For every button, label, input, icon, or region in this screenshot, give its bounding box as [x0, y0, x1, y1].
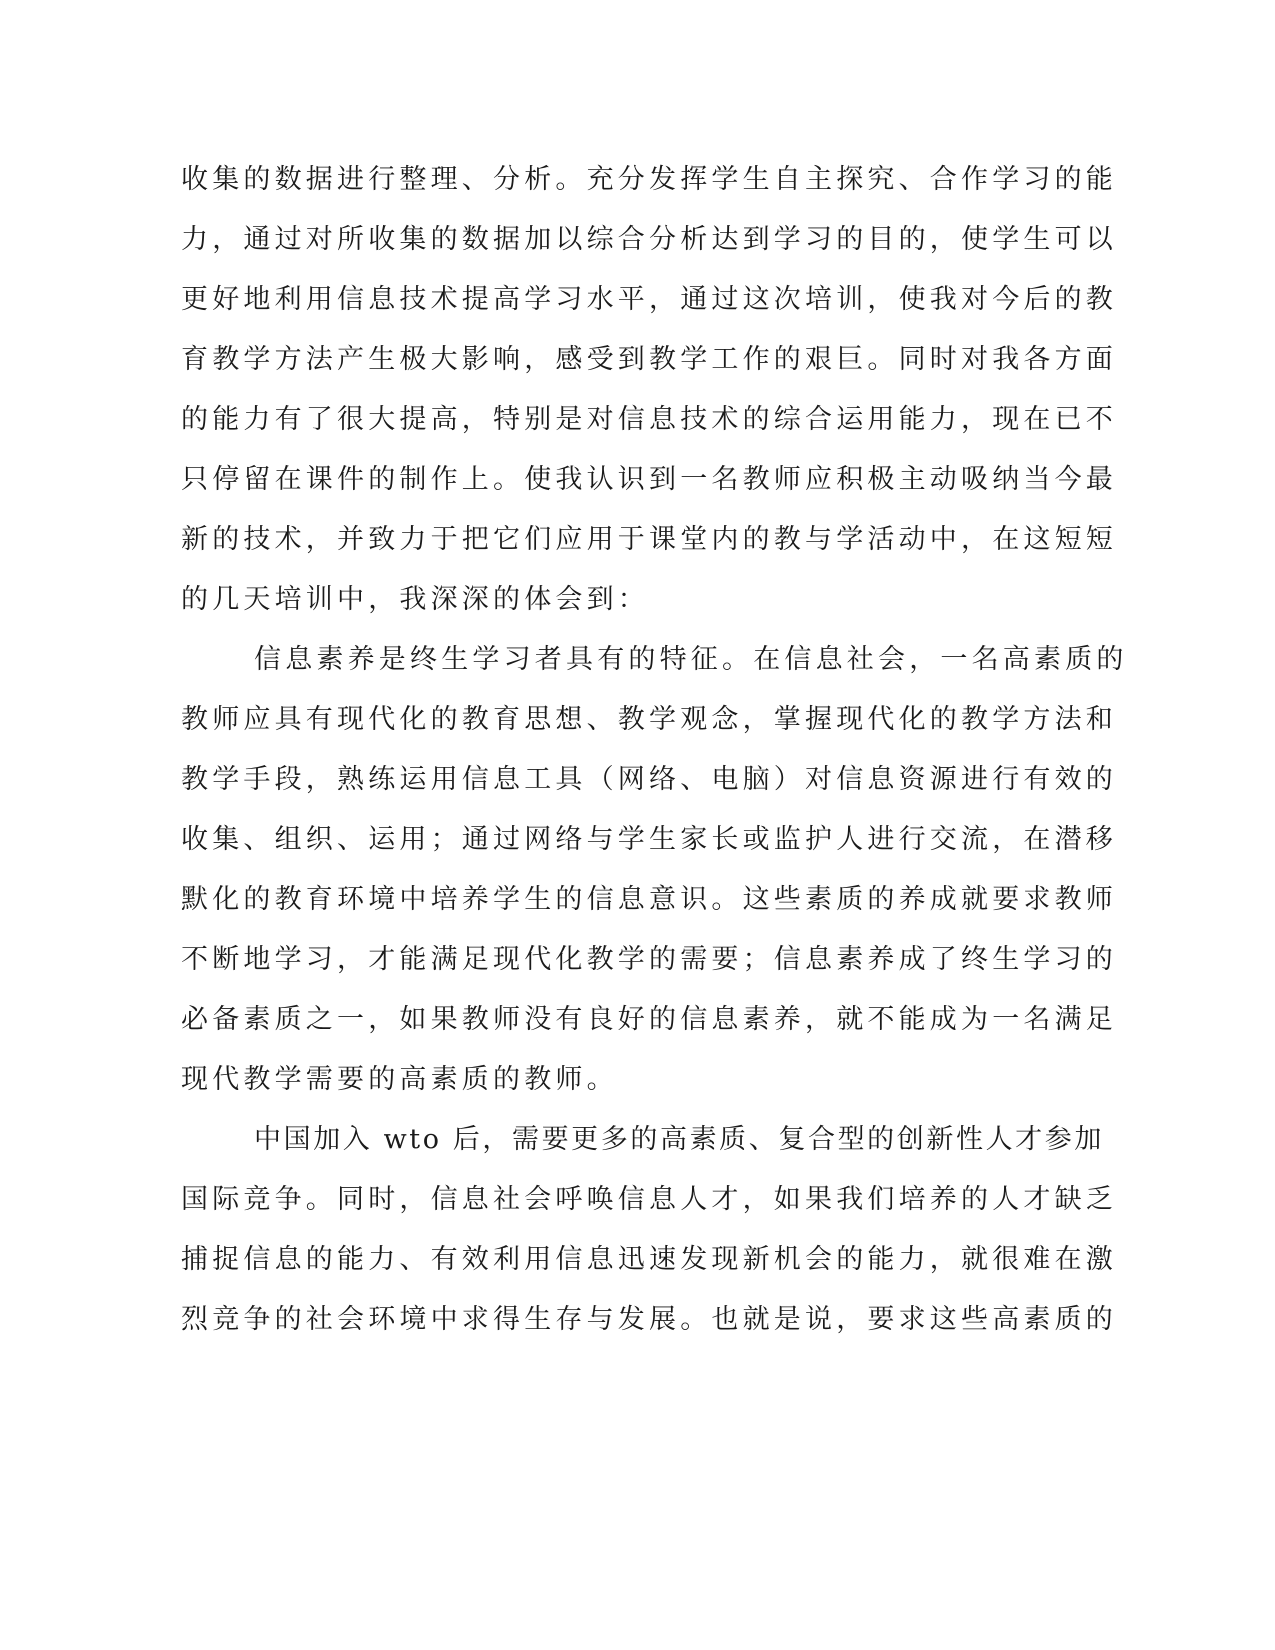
- text-line: 收集的数据进行整理、分析。充分发挥学生自主探究、合作学习的能: [181, 164, 1117, 195]
- text-line: 必备素质之一，如果教师没有良好的信息素养，就不能成为一名满足: [181, 1004, 1117, 1035]
- text-line: 的能力有了很大提高，特别是对信息技术的综合运用能力，现在已不: [181, 404, 1117, 435]
- text-line: 收集、组织、运用；通过网络与学生家长或监护人进行交流，在潜移: [181, 824, 1117, 855]
- text-line: 教学手段，熟练运用信息工具（网络、电脑）对信息资源进行有效的: [181, 764, 1117, 795]
- text-line: 现代教学需要的高素质的教师。: [181, 1064, 618, 1095]
- text-line: 新的技术，并致力于把它们应用于课堂内的教与学活动中，在这短短: [181, 524, 1117, 555]
- document-body: [181, 150, 1128, 1350]
- paragraph-first-line: 信息素养是终生学习者具有的特征。在信息社会，一名高素质的: [254, 644, 1128, 675]
- text-line: 不断地学习，才能满足现代化教学的需要；信息素养成了终生学习的: [181, 944, 1117, 975]
- text-line: 更好地利用信息技术提高学习水平，通过这次培训，使我对今后的教: [181, 284, 1117, 315]
- text-line: 烈竞争的社会环境中求得生存与发展。也就是说，要求这些高素质的: [181, 1304, 1117, 1335]
- text-line: 只停留在课件的制作上。使我认识到一名教师应积极主动吸纳当今最: [181, 464, 1117, 495]
- text-line: 的几天培训中，我深深的体会到：: [181, 584, 649, 615]
- text-line: 国际竞争。同时，信息社会呼唤信息人才，如果我们培养的人才缺乏: [181, 1184, 1117, 1215]
- text-line: 教师应具有现代化的教育思想、教学观念，掌握现代化的教学方法和: [181, 704, 1117, 735]
- text-line: 育教学方法产生极大影响，感受到教学工作的艰巨。同时对我各方面: [181, 344, 1117, 375]
- text-line: 捕捉信息的能力、有效利用信息迅速发现新机会的能力，就很难在激: [181, 1244, 1117, 1275]
- paragraph-first-line: 中国加入 wto 后，需要更多的高素质、复合型的创新性人才参加: [254, 1124, 1104, 1155]
- text-line: 力，通过对所收集的数据加以综合分析达到学习的目的，使学生可以: [181, 224, 1117, 255]
- text-line: 默化的教育环境中培养学生的信息意识。这些素质的养成就要求教师: [181, 884, 1117, 915]
